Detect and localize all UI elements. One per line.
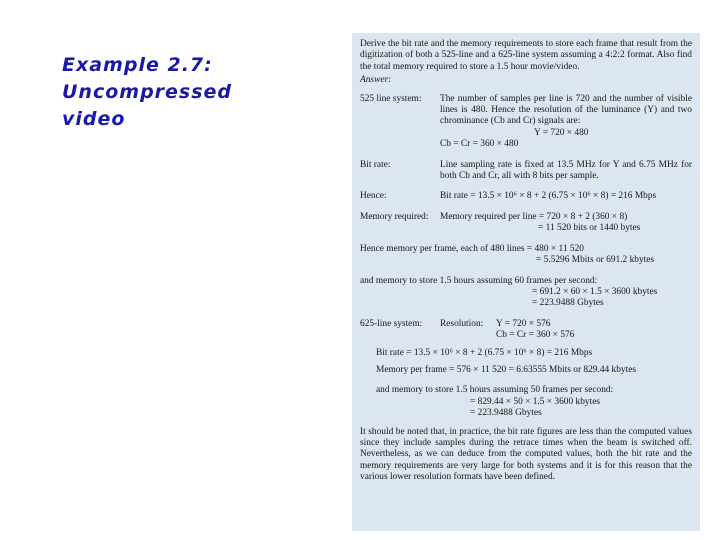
- title-line-1: Example 2.7:: [62, 54, 213, 76]
- answer-label: Answer:: [360, 75, 392, 86]
- movie-625-result: = 223.9488 Gbytes: [470, 408, 542, 419]
- movie-625-calc: = 829.44 × 50 × 1.5 × 3600 kbytes: [470, 396, 601, 407]
- practice-note: It should be noted that, in practice, the bit rate figures are less than the computed values since they include samples during the retrace times when the beam is switched off. Nevertheless, as we can deduce from the computed values, both the bit rate and the memory requirements are very large for both systems and it is for this reason that the various lower resolution formats have been defined.: [360, 426, 692, 483]
- label-hence: Hence:: [360, 191, 387, 202]
- movie-525-result: = 223.9488 Gbytes: [532, 298, 604, 309]
- label-resolution: Resolution:: [440, 318, 484, 329]
- label-memory: Memory required:: [360, 211, 429, 222]
- bitrate-625: Bit rate = 13.5 × 10⁶ × 8 + 2 (6.75 × 10⁶ × 8) = 216 Mbps: [376, 347, 593, 358]
- text-hence-bitrate: Bit rate = 13.5 × 10⁶ × 8 + 2 (6.75 × 10⁶ × 8) = 216 Mbps: [440, 191, 657, 202]
- text-bit-rate: Line sampling rate is fixed at 13.5 MHz for Y and 6.75 MHz for both Cb and Cr, all with 8 bits per sample.: [440, 159, 692, 182]
- memory-625: Memory per frame = 576 × 11 520 = 6.63555 Mbits or 829.44 kbytes: [376, 364, 637, 375]
- y-resolution-525: Y = 720 × 480: [534, 127, 589, 138]
- label-525-line: 525 line system:: [360, 93, 422, 104]
- text-movie-625: and memory to store 1.5 hours assuming 50 frames per second:: [376, 385, 614, 396]
- section-525-line: [360, 94, 692, 151]
- label-625-line: 625-line system:: [360, 318, 423, 329]
- frame-memory-result: = 5.5296 Mbits or 691.2 kbytes: [536, 255, 655, 266]
- text-525-description: The number of samples per line is 720 and the number of visible lines is 480. Hence the resolution of the luminance (Y) and two chrominance (Cb and Cr) signals are:: [440, 93, 692, 127]
- section-625-line: [360, 319, 692, 342]
- movie-525-calc: = 691.2 × 60 × 1.5 × 3600 kbytes: [532, 286, 658, 297]
- section-bit-rate: [360, 160, 692, 183]
- example-panel: [352, 33, 700, 531]
- label-bit-rate: Bit rate:: [360, 159, 391, 170]
- slide-title: [62, 52, 302, 133]
- text-movie-525: and memory to store 1.5 hours assuming 60 frames per second:: [360, 275, 598, 286]
- title-line-2: Uncompressed: [62, 81, 233, 103]
- section-memory: [360, 212, 692, 223]
- title-line-3: video: [62, 108, 126, 130]
- text-frame-memory: Hence memory per frame, each of 480 lines = 480 × 11 520: [360, 243, 584, 254]
- section-hence: [360, 191, 692, 202]
- text-memory-line: Memory required per line = 720 × 8 + 2 (360 × 8): [440, 211, 628, 222]
- c-resolution-625: Cb = Cr = 360 × 576: [496, 330, 575, 341]
- c-resolution-525: Cb = Cr = 360 × 480: [440, 139, 519, 150]
- problem-statement: Derive the bit rate and the memory requirements to store each frame that result from the digitization of both a 525-line and a 625-line system assuming a 4:2:2 format. Also find the total memory required to store a 1.5 hour movie/video.: [360, 39, 692, 72]
- memory-line-result: = 11 520 bits or 1440 bytes: [538, 223, 641, 234]
- y-resolution-625: Y = 720 × 576: [496, 318, 551, 329]
